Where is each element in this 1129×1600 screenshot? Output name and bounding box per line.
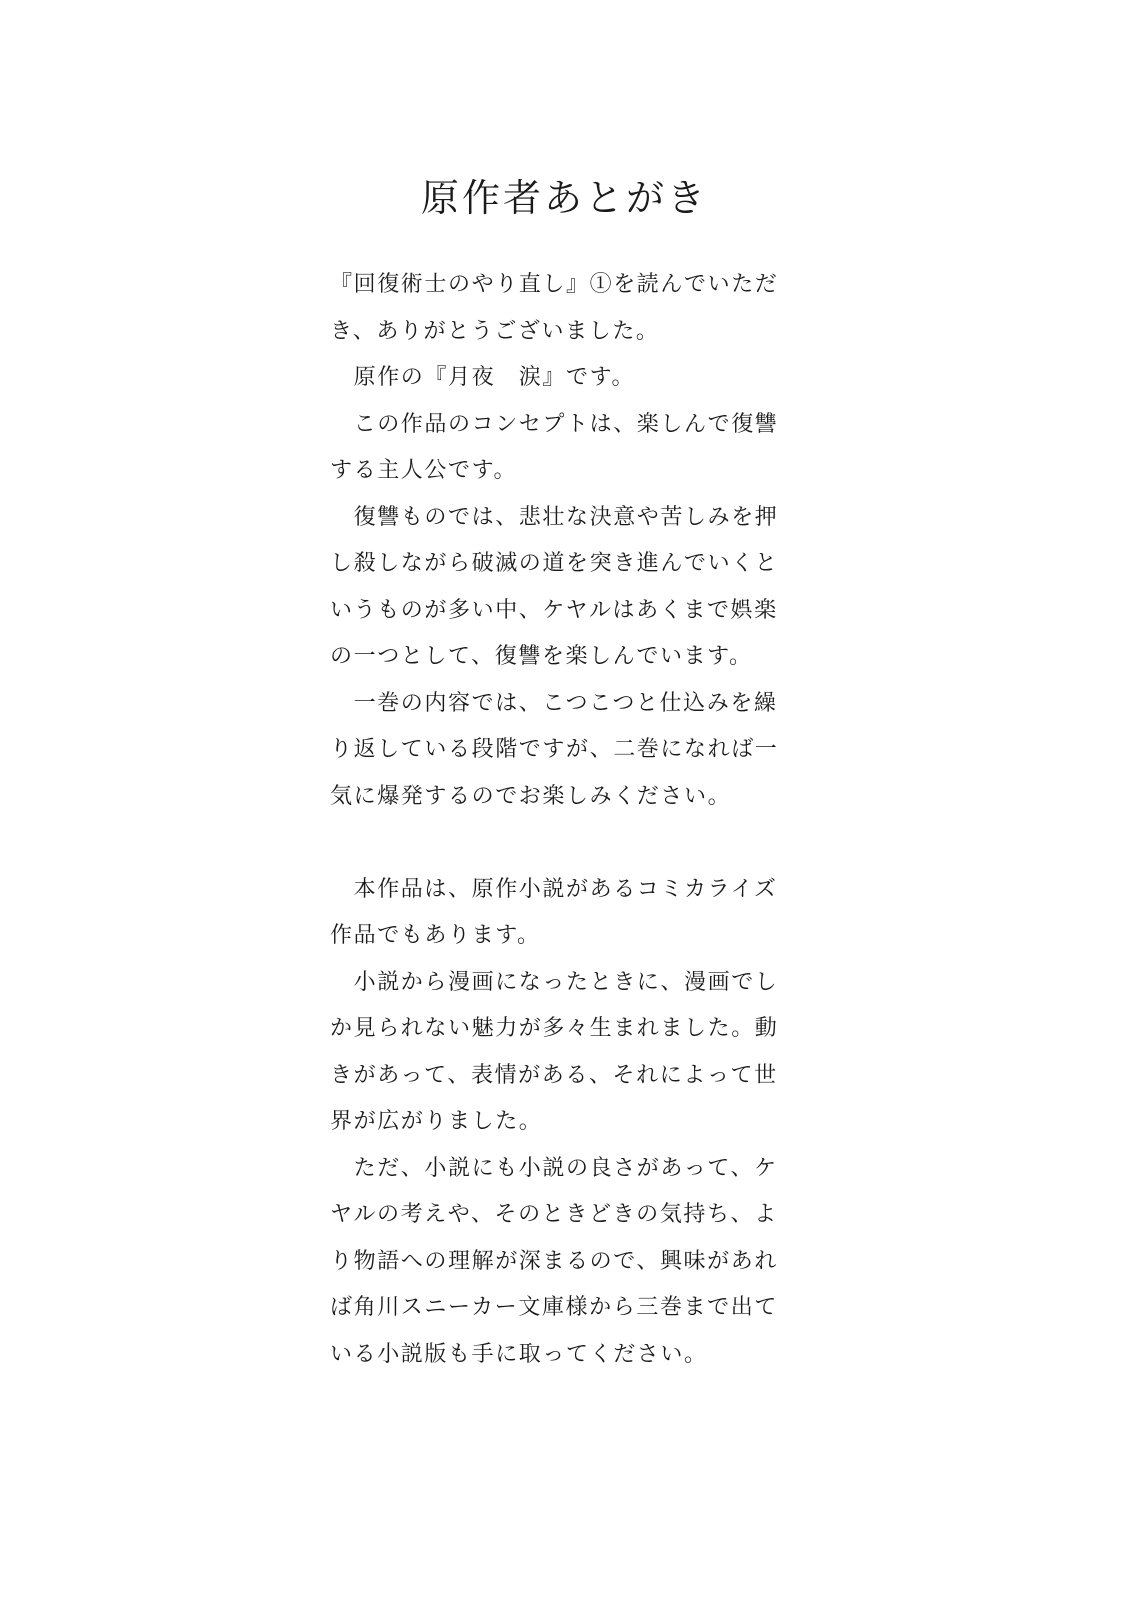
- text-line: 小説から漫画になったときに、漫画でし: [330, 969, 779, 995]
- text-line: きがあって、表情がある、それによって世: [330, 1062, 778, 1088]
- text-line: ヤルの考えや、そのときどきの気持ち、よ: [330, 1202, 778, 1227]
- text-line: り返している段階ですが、二巻になれば一: [330, 737, 779, 762]
- blank-line: [330, 820, 800, 867]
- text-line: か見られない魅力が多々生まれました。動: [330, 1016, 779, 1041]
- text-line: り物語への理解が深まるので、興味があれ: [330, 1248, 778, 1274]
- text-line: ただ、小説にも小説の良さがあって、ケ: [330, 1155, 778, 1181]
- text-line: する主人公です。: [330, 458, 518, 483]
- text-line: いうものが多い中、ケヤルはあくまで娯楽: [330, 597, 778, 623]
- text-line: ば角川スニーカー文庫様から三巻まで出て: [330, 1295, 778, 1320]
- afterword-text: [330, 262, 800, 1378]
- text-line: 復讐ものでは、悲壮な決意や苦しみを押: [330, 504, 779, 530]
- text-line: 一巻の内容では、こつこつと仕込みを繰: [330, 690, 778, 716]
- page-title: 原作者あとがき: [420, 176, 708, 220]
- text-line: の一つとして、復讐を楽しんでいます。: [330, 644, 753, 669]
- text-line: 原作の『月夜 涙』です。: [330, 365, 636, 390]
- text-line: いる小説版も手に取ってください。: [330, 1341, 708, 1367]
- text-line: 作品でもあります。: [330, 923, 541, 948]
- text-line: し殺しながら破滅の道を突き進んでいくと: [330, 551, 779, 576]
- text-line: 気に爆発するのでお楽しみください。: [330, 783, 732, 809]
- text-line: この作品のコンセプトは、楽しんで復讐: [330, 411, 779, 437]
- text-line: 本作品は、原作小説があるコミカライズ: [330, 876, 778, 902]
- text-line: 『回復術士のやり直し』①を読んでいただ: [330, 272, 779, 297]
- text-line: き、ありがとうございました。: [330, 318, 660, 344]
- text-line: 界が広がりました。: [330, 1109, 543, 1134]
